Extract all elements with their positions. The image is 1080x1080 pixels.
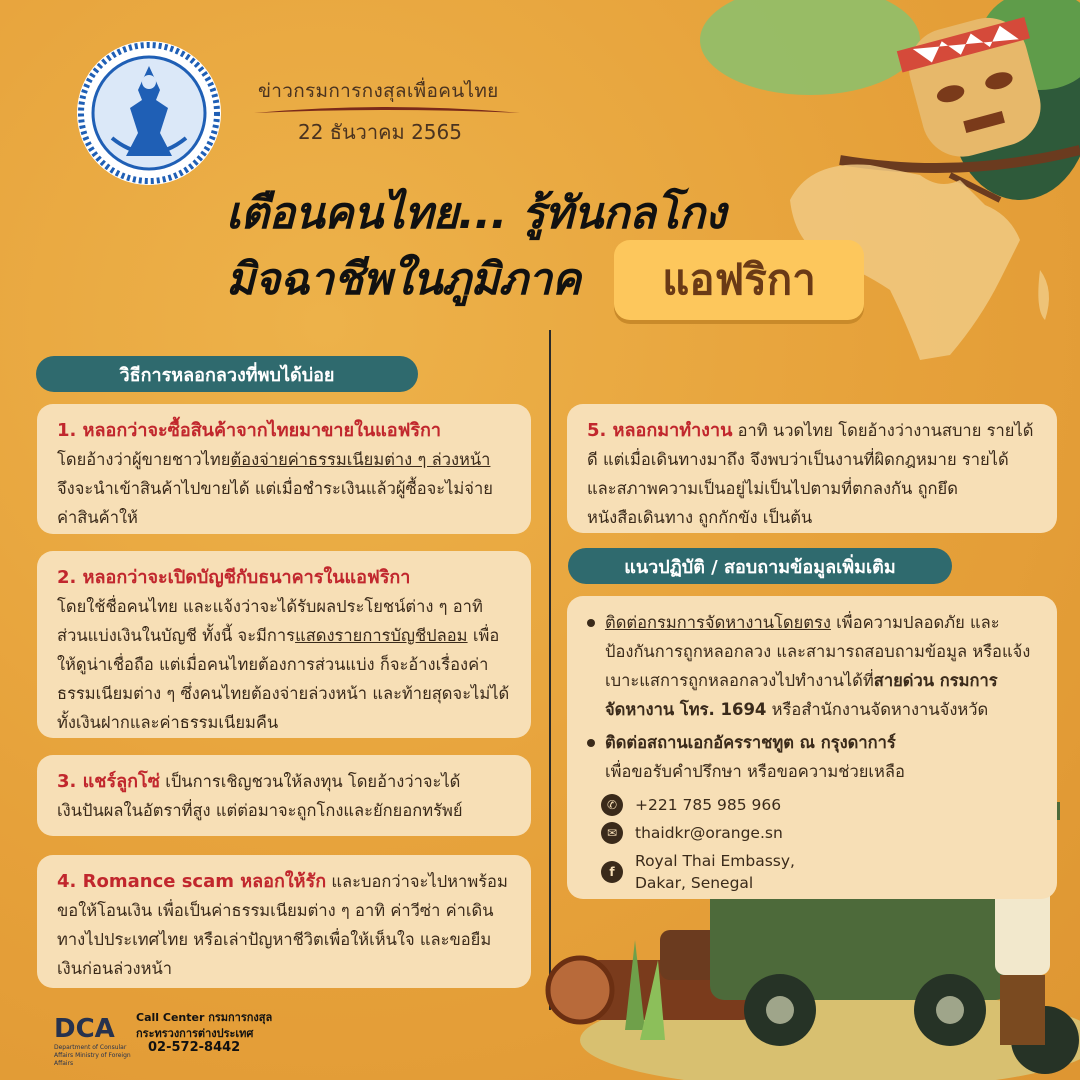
guidance-link-doe[interactable]: ติดต่อกรมการจัดหางานโดยตรง (605, 613, 831, 632)
scam-card-4 (37, 855, 531, 988)
scam-body: จึงจะนำเข้าสินค้าไปขายได้ แต่เมื่อชำระเงินแล้วผู้ซื้อจะไม่จ่ายค่าสินค้าให้ (57, 479, 493, 527)
scam-body: และบอกว่าจะไปหาพร้อมขอให้โอนเงิน เพื่อเป็นค่าธรรมเนียมต่าง ๆ อาทิ ค่าวีซ่า ค่าเดินทางไปประเทศไทย หรือเล่าปัญหาชีวิตเพื่อให้เห็นใจ และขอยืมเงินก่อนล่วงหน้า (57, 872, 508, 978)
scam-body-underlined: แสดงรายการบัญชีปลอม (295, 626, 468, 645)
title-highlight-africa: แอฟริกา (614, 240, 864, 320)
phone-icon: ✆ (601, 794, 623, 816)
contact-email[interactable] (601, 822, 1037, 844)
contact-facebook-line2: Dakar, Senegal (635, 874, 754, 892)
contact-facebook[interactable] (601, 850, 1037, 894)
call-center-label (136, 1010, 272, 1042)
email-icon: ✉ (601, 822, 623, 844)
hotline-1694: สายด่วน กรมการจัดหางาน โทร. 1694 (605, 671, 998, 719)
scam-heading: 4. Romance scam หลอกให้รัก (57, 871, 327, 892)
scam-card-2 (37, 551, 531, 738)
guidance-card (567, 596, 1057, 899)
scam-card-3 (37, 755, 531, 836)
scam-body-underlined: ต้องจ่ายค่าธรรมเนียมต่าง ๆ ล่วงหน้า (230, 450, 491, 469)
news-date: 22 ธันวาคม 2565 (298, 120, 462, 144)
contact-phone-text: +221 785 985 966 (635, 796, 782, 814)
facebook-icon: f (601, 861, 623, 883)
seal-emblem (72, 38, 226, 188)
scam-body: อาทิ นวดไทย โดยอ้างว่างานสบาย รายได้ดี แต่เมื่อเดินทางมาถึง จึงพบว่าเป็นงานที่ผิดกฎหมาย รายได้และสภาพความเป็นอยู่ไม่เป็นไปตามที่ตกลงกัน ถูกยึดหนังสือเดินทาง ถูกกักขัง เป็นต้น (587, 421, 1034, 527)
scam-heading: 2. หลอกว่าจะเปิดบัญชีกับธนาคารในแอฟริกา (57, 567, 411, 588)
guidance-text: เพื่อความปลอดภัย และป้องกันการถูกหลอกลวง และสามารถสอบถามข้อมูล หรือแจ้งเบาะแสการถูกหลอกลวงไปทำงานได้ที่ (605, 613, 1031, 690)
dca-logo-subtitle: Department of Consular Affairs Ministry of Foreign Affairs (54, 1044, 131, 1067)
contact-facebook-line1: Royal Thai Embassy, (635, 852, 795, 870)
bullet-dot (587, 739, 595, 747)
bullet-dot (587, 619, 595, 627)
call-center-line2: กระทรวงการต่างประเทศ (136, 1027, 254, 1040)
scam-body: เป็นการเชิญชวนให้ลงทุน โดยอ้างว่าจะได้เงินปันผลในอัตราที่สูง แต่ต่อมาจะถูกโกงและยักยอกทรัพย์ (57, 772, 463, 820)
dca-logo: DCA (54, 1014, 115, 1044)
section-tag-common-scams: วิธีการหลอกลวงที่พบได้บ่อย (36, 356, 418, 392)
title-line-2: มิจฉาชีพในภูมิภาค (226, 254, 581, 305)
guidance-text: เพื่อขอรับคำปรึกษา หรือขอความช่วยเหลือ (605, 762, 905, 781)
call-center-line1: Call Center กรมการกงสุล (136, 1011, 273, 1024)
scam-card-5 (567, 404, 1057, 533)
news-label: ข่าวกรมการกงสุลเพื่อคนไทย (258, 80, 499, 102)
guidance-bullet-embassy (587, 728, 1037, 786)
scam-card-1 (37, 404, 531, 534)
call-center-hotline[interactable]: 02-572-8442 (148, 1040, 241, 1055)
scam-body: โดยอ้างว่าผู้ขายชาวไทย (57, 450, 231, 469)
scam-heading: 1. หลอกว่าจะซื้อสินค้าจากไทยมาขายในแอฟริกา (57, 420, 442, 441)
scam-heading: 5. หลอกมาทำงาน (587, 420, 733, 441)
section-tag-guidance: แนวปฏิบัติ / สอบถามข้อมูลเพิ่มเติม (568, 548, 952, 584)
scam-heading: 3. แชร์ลูกโซ่ (57, 771, 160, 792)
scam-body: โดยใช้ชื่อคนไทย และแจ้งว่าจะได้รับผลประโยชน์ต่าง ๆ อาทิ ส่วนแบ่งเงินในบัญชี ทั้งนี้ จะมีการ (57, 597, 483, 645)
guidance-text: หรือสำนักงานจัดหางานจังหวัด (771, 700, 989, 719)
embassy-contact-heading: ติดต่อสถานเอกอัครราชทูต ณ กรุงดาการ์ (605, 733, 896, 752)
title-line-1: เตือนคนไทย... รู้ทันกลโกง (226, 188, 726, 239)
scam-body: เพื่อให้ดูน่าเชื่อถือ แต่เมื่อคนไทยต้องการส่วนแบ่ง ก็จะอ้างเรื่องค่าธรรมเนียมต่าง ๆ ซึ่งคนไทยต้องจ่ายล่วงหน้า และท้ายสุดจะไม่ได้ทั้งเงินฝากและค่าธรรมเนียมคืน (57, 626, 510, 732)
contact-phone[interactable] (601, 794, 1037, 816)
guidance-bullet-doe (587, 608, 1037, 724)
contact-email-text: thaidkr@orange.sn (635, 824, 783, 842)
